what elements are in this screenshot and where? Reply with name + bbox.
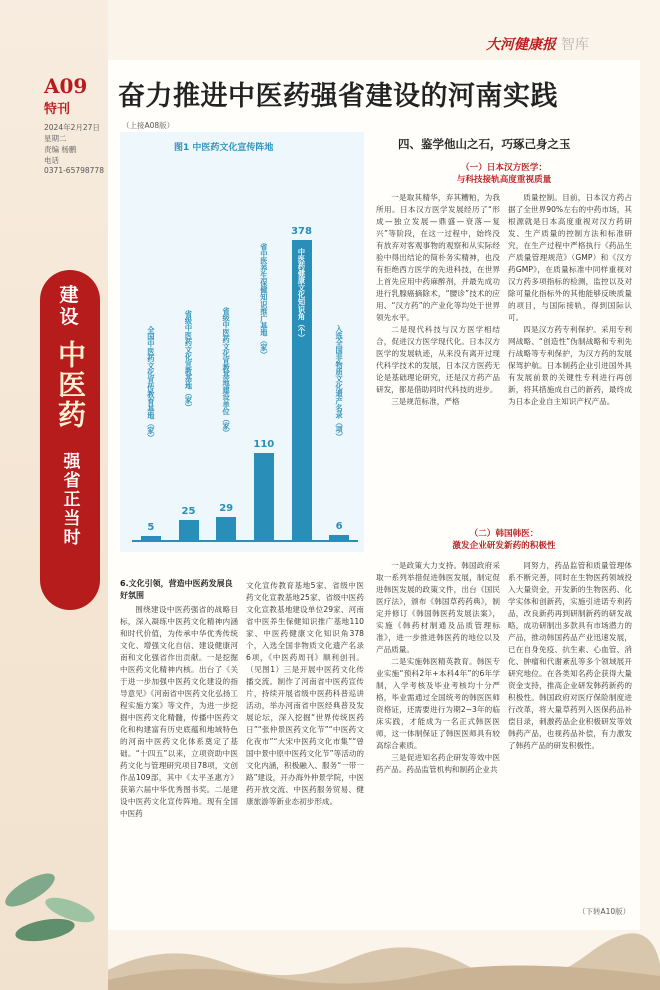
page-number: A09 xyxy=(44,74,88,98)
chart-category-label: 中医药健康文化知识角（个） xyxy=(297,248,307,342)
chart-baseline xyxy=(132,540,358,542)
sidebar xyxy=(0,0,108,990)
section-title: 四、鉴学他山之石，巧琢己身之玉 xyxy=(398,137,571,151)
korea-left-column xyxy=(376,560,500,776)
paragraph: 四是汉方药专利保护。采用专利网战略、“创造性”伪制战略和专利先行战略等专利保护，为汉方药的发展保驾护航。日本制药企业引进国外具有发展前景的关键性专利进行再创新，将其措施成自己的新药，最终成为日本企业自主知识产权产品。 xyxy=(508,325,632,406)
chart-bar xyxy=(179,520,199,540)
paragraph: 质量控制。目前，日本汉方药占据了全世界90%左右的中药市场，其根源就是日本高度重视对汉方药研发、生产质量的控制方法和标准研究，在生产过程中严格执行《药品生产质量管理规范》（GMP）和《汉方药GMP》，在质量标准中同样重视对汉方药多项指标的检测，监控以及对除可量化指标外的其他能够反映质量的项目，与国际接轨，得到国际认可。 xyxy=(508,193,632,322)
issue-weekday: 星期二 xyxy=(44,134,67,143)
continued-from: （上接A08版） xyxy=(122,121,175,130)
chart-plot xyxy=(132,162,358,548)
chart-category-label: 省级中医药文化宣教基地（家） xyxy=(184,310,194,411)
phone-number: 0371-65798778 xyxy=(44,166,104,175)
theme-banner-bottom: 强省正当时 xyxy=(59,452,80,547)
bottom-mid-column xyxy=(246,580,364,808)
chart-value-label: 378 xyxy=(291,226,312,237)
chart-category-label: 省中医养生保健知识推广基地（家） xyxy=(259,242,269,358)
korea-right-column xyxy=(508,560,632,752)
chart-value-label: 5 xyxy=(147,522,155,533)
chart-bar xyxy=(216,517,236,540)
theme-banner-top: 建设 xyxy=(59,284,81,328)
chart-value-label: 6 xyxy=(335,521,343,533)
chart-category-label: 入选全国非物质文化遗产名录（项） xyxy=(335,325,345,441)
paragraph: 二是实施韩医精英教育。韩医专业实施“预科2年+本科4年”的6年学制，入学考核及毕业考核均十分严格，毕业需通过全国统考的韩医医师资格证，还需要进行为期2~3年的临床实践，才能成为一名正式韩医医师，这一体制保证了韩医医师具有较高综合素质。 xyxy=(376,657,500,750)
paragraph: 围绕建设中医药强省的战略目标，深入凝练中医药文化精神内涵和时代价值，为传承中华优秀传统文化、增强文化自信、建设健康河南和文化强省作出贡献。一是挖掘中医药文化精神内核。出台了《关于进一步加强中医药文化建设的指导意见》《河南省中医药文化弘扬工程实施方案》等文件，为进一步挖掘中医药文化精髓，传播中医药文化和构建富有历史底蕴和地域特色的河南中医药文化体系奠定了基础。“十四五”以来，立项资助中医药文化与管理研究项目78项，文创作品109部，其中《太平圣惠方》获第六届中华优秀图书奖。二是建设中医药文化宣传阵地。现有全国中医药 xyxy=(120,605,238,818)
theme-banner xyxy=(40,270,100,610)
korea-subheading: 激发企业研发新药的积极性 xyxy=(452,541,556,551)
chart-bar xyxy=(329,535,349,540)
decorative-leaves xyxy=(0,830,108,950)
japan-left-column xyxy=(376,192,500,408)
paragraph: 文化宣传教育基地5家、省级中医药文化宣教基地25家、省级中医药文化宣教基地建设单位29家、河南省中医养生保健知识推广基地110家、中医药健康文化知识角378个，入选全国非物质文化遗产名录6项，《中医药周刊》顺利创刊。（见图1）三是开展中医药文化传播交流。制作了河南省中医药宣传片，持续开展省级中医药科普巡讲活动，举办河南省中医经典普及发展论坛，深入挖掘“世界传统医药日”“张仲景医药文化节”“中医药文化夜市”“大宋中医药文化市集”“曾国中景中原中医药文化节”等活动的文化内涵，积极融入、服务“一带一路”建设，开办海外仲景学院，中医药开放交流、中医药服务贸易、健康旅游等新业态初步形成。 xyxy=(246,581,364,806)
paragraph: 一是政策大力支持。韩国政府采取一系列举措促进韩医发展，制定促进韩医发展的政策文件，出台《国民医疗法》，颁布《韩国草药药典》，制定并修订《韩国韩医药发展法案》，实施《韩药材制通及品质管理标准》，进一步推进韩医药的地位以及产品质量。 xyxy=(376,561,500,654)
paragraph: 同努力，药品监管和质量管理体系不断完善，同时在生物医药领域投入大量资金，开发新的生物医药、化学实体和创新药，实施引进诺专利药品，改良新药再到研制新药的研发战略，成功研制出多款具有市场潜力的产品，推动韩国药品产业迅速发展，已在自身免疫、抗生素、心血管、消化、肿瘤和代谢紊乱等多个领域展开研究地位。在各类知名药企获得大量资金支持，推高企业研发韩药新药的积极性。韩国政府对医疗保险制度进行改革，将大量草药列入医保药品补偿目录，刺激药品企业积极研发等效韩药产品，也视药品补偿，有力激发了韩药产品的研发积极性。 xyxy=(508,561,632,750)
phone-label: 电话 xyxy=(44,156,59,165)
brand-logo xyxy=(486,34,589,54)
chart-category-label: 省级中医药文化宣教基地建设单位（家） xyxy=(222,306,232,437)
theme-banner-mid: 中医药 xyxy=(54,340,87,430)
chart-value-label: 29 xyxy=(219,502,234,514)
japan-right-column xyxy=(508,192,632,408)
article-paper xyxy=(108,60,640,930)
chart-area xyxy=(120,132,364,552)
chart-value-label: 25 xyxy=(181,506,196,518)
chart-bar xyxy=(254,453,274,540)
brand-suffix: 智库 xyxy=(560,37,589,53)
chart-bar xyxy=(141,536,161,540)
chart-value-label: 110 xyxy=(253,438,275,450)
paragraph: 二是现代科技与汉方医学相结合，促进汉方医学现代化。日本汉方医学的发展轨迹，从来没有离开过现代科学技术的发展，日本汉方医药无论是基础理论研究，还是汉方药产品研发，都是借助同时代科技的进步。 xyxy=(376,325,500,394)
japan-subheading: 与科技接轨高度重视质量 xyxy=(456,175,552,185)
continued-to: （下转A10版） xyxy=(578,907,631,916)
korea-heading: （二）韩国韩医： xyxy=(469,529,539,539)
paragraph: 一是取其精华，弃其糟粕，为我所用。日本汉方医学发展经历了“形成—独立发展—鼎盛—衰落—复兴”等阶段，在这一过程中，始终没有放弃对客观事物的观察和从实际经验中得出结论的简朴务实精神，也没有拒绝西方医学的先进科技，在世界上首先应用中药麻醉剂，并最先成功进行乳腺癌摘除术，“腰诊”技术的应用、“汉方药”的产业化等均处于世界领先水平。 xyxy=(376,193,500,322)
editor: 责编 杨鹏 xyxy=(44,145,77,154)
headline: 奋力推进中医药强省建设的河南实践 xyxy=(118,81,558,112)
paragraph: 三是规范标准，严格 xyxy=(391,397,460,406)
brand-name: 大河健康报 xyxy=(486,37,556,53)
subsection-title: 6.文化引领，营造中医药发展良好氛围 xyxy=(120,579,233,600)
decorative-landscape xyxy=(108,930,660,990)
issue-date: 2024年2月27日 xyxy=(44,123,100,132)
paragraph: 三是促进知名药企研发等效中医药产品。药品监管机构和制药企业共 xyxy=(376,753,500,774)
chart-category-label: 全国中医药文化宣传教育基地（家） xyxy=(146,326,156,442)
section-label: 特刊 xyxy=(44,102,71,117)
chart-title: 图1 中医药文化宣传阵地 xyxy=(174,143,274,153)
japan-heading: （一）日本汉方医学： xyxy=(461,163,547,173)
bottom-left-column xyxy=(120,604,238,820)
